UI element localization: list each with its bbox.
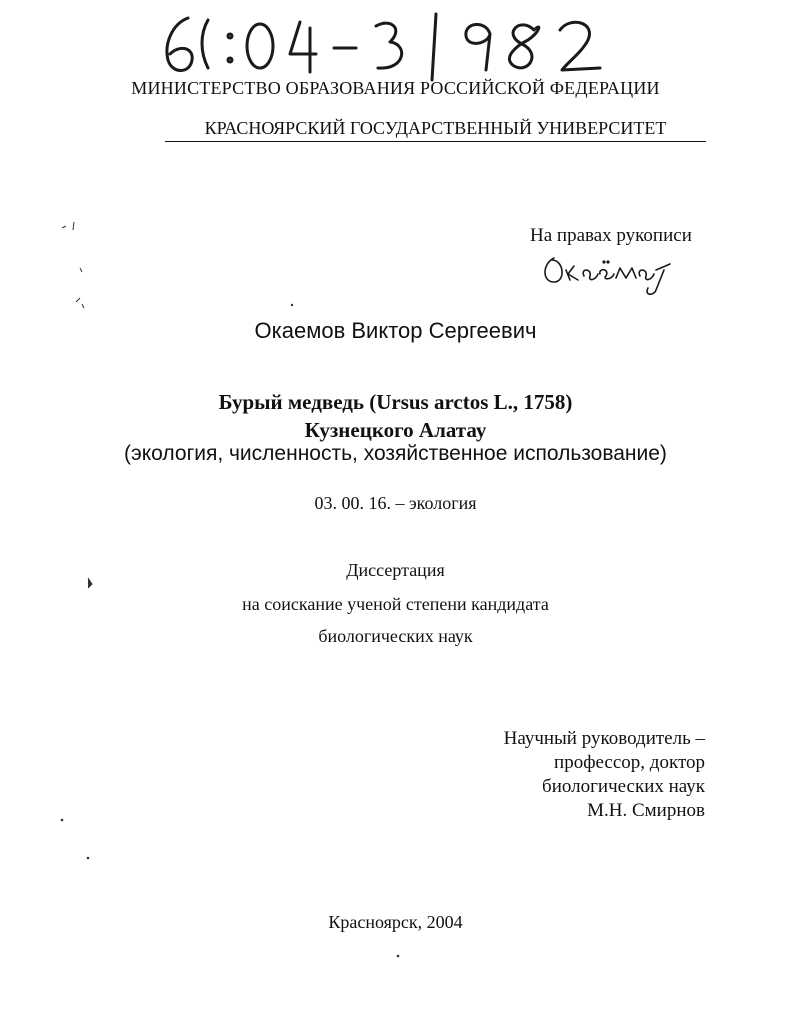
manuscript-rights-label: На правах рукописи [530, 225, 692, 246]
degree-purpose-line-1: на соискание ученой степени кандидата [242, 594, 549, 614]
place-and-year: Красноярск, 2004 [328, 912, 463, 932]
degree-purpose-line-2: биологических наук [318, 626, 473, 646]
dissertation-title-line-1: Бурый медведь (Ursus arctos L., 1758) [218, 390, 573, 414]
author-signature [540, 246, 675, 298]
ministry-name: МИНИСТЕРСТВО ОБРАЗОВАНИЯ РОССИЙСКОЙ ФЕДЕРАЦИИ [131, 78, 660, 98]
document-type: Диссертация [346, 560, 445, 580]
author-name: Окаемов Виктор Сергеевич [254, 318, 537, 343]
supervisor-label: Научный руководитель – [503, 728, 705, 749]
handwritten-archive-number [150, 0, 630, 90]
dissertation-subtitle: (экология, численность, хозяйственное использование) [124, 442, 667, 465]
specialty-code: 03. 00. 16. – экология [314, 493, 477, 513]
university-name: КРАСНОЯРСКИЙ ГОСУДАРСТВЕННЫЙ УНИВЕРСИТЕТ [165, 118, 706, 142]
supervisor-name: М.Н. Смирнов [587, 800, 705, 821]
dissertation-title-line-2: Кузнецкого Алатау [304, 418, 487, 442]
supervisor-degree: биологических наук [542, 776, 705, 797]
supervisor-title: профессор, доктор [554, 752, 705, 773]
